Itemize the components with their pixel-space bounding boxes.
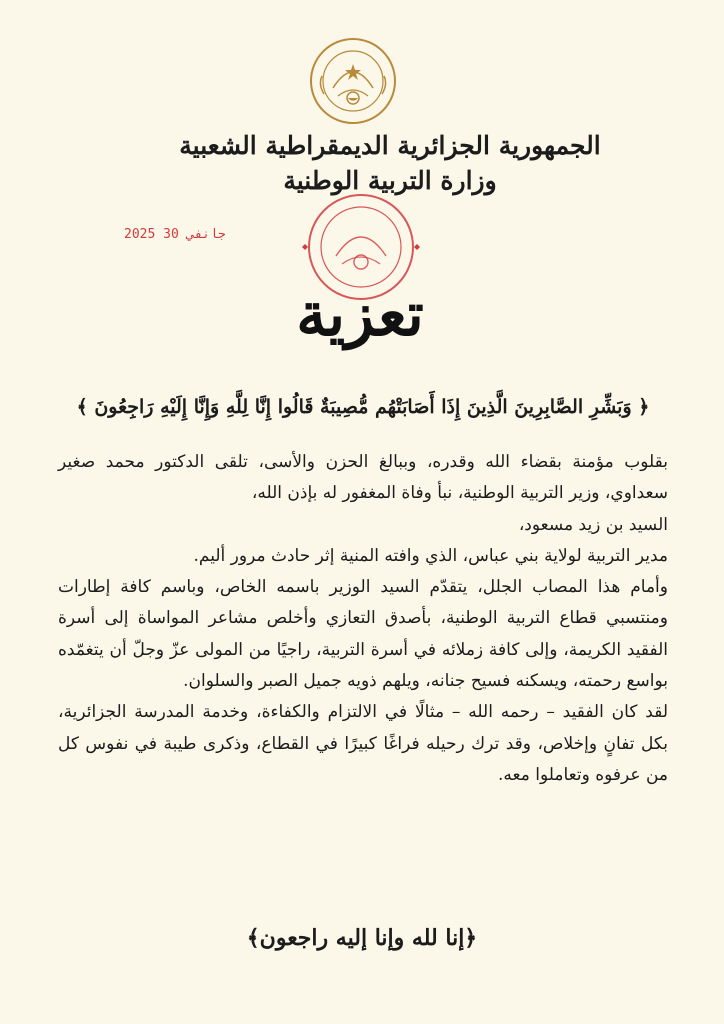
paragraph-announcement: بقلوب مؤمنة بقضاء الله وقدره، وببالغ الحزن والأسى، تلقى الدكتور محمد صغير سعداوي، وزير التربية الوطنية، نبأ وفاة المغفور له بإذن الله، <box>58 452 668 504</box>
letter-body <box>58 447 668 791</box>
paragraph-deceased-name: السيد بن زيد مسعود، <box>518 514 668 535</box>
ministry-name: وزارة التربية الوطنية <box>283 166 497 195</box>
paragraph-tribute: لقد كان الفقيد – رحمه الله – مثالًا في الالتزام والكفاءة، وخدمة المدرسة الجزائرية، بكل تفانٍ وإخلاص، وقد ترك رحيله فراغًا كبيرًا في القطاع، وذكرى طيبة في نفوس كل من عرفوه وتعاملوا معه. <box>58 702 668 785</box>
paragraph-condolences: وأمام هذا المصاب الجلل، يتقدّم السيد الوزير باسمه الخاص، وباسم كافة إطارات ومنتسبي قطاع التربية الوطنية، بأصدق التعازي وأخلص مشاعر المواساة إلى أسرة الفقيد الكريمة، وإلى كافة زملائه في أسرة التربية، راجيًا من المولى عزّ وجلّ أن يتغمّده بواسع رحمته، ويسكنه فسيح جنانه، ويلهم ذويه جميل الصبر والسلوان. <box>58 577 668 692</box>
closing-verse: ﴿إنا لله وإنا إليه راجعون﴾ <box>246 925 478 951</box>
date-stamp: 2025 جانفي 30 <box>124 227 226 242</box>
paragraph-deceased-role: مدير التربية لولاية بني عباس، الذي وافته المنية إثر حادث مرور أليم. <box>193 545 668 566</box>
republic-name: الجمهورية الجزائرية الديمقراطية الشعبية <box>179 131 601 160</box>
algeria-emblem-seal <box>308 36 398 126</box>
quran-verse: ﴿ وَبَشِّرِ الصَّابِرِينَ الَّذِينَ إِذَا أَصَابَتْهُم مُّصِيبَةٌ قَالُوا إِنَّا لِلَّهِ وَإِنَّا إِلَيْهِ رَاجِعُونَ ﴾ <box>76 396 650 418</box>
letterhead <box>90 128 690 198</box>
page-title: تعزية <box>296 280 424 350</box>
